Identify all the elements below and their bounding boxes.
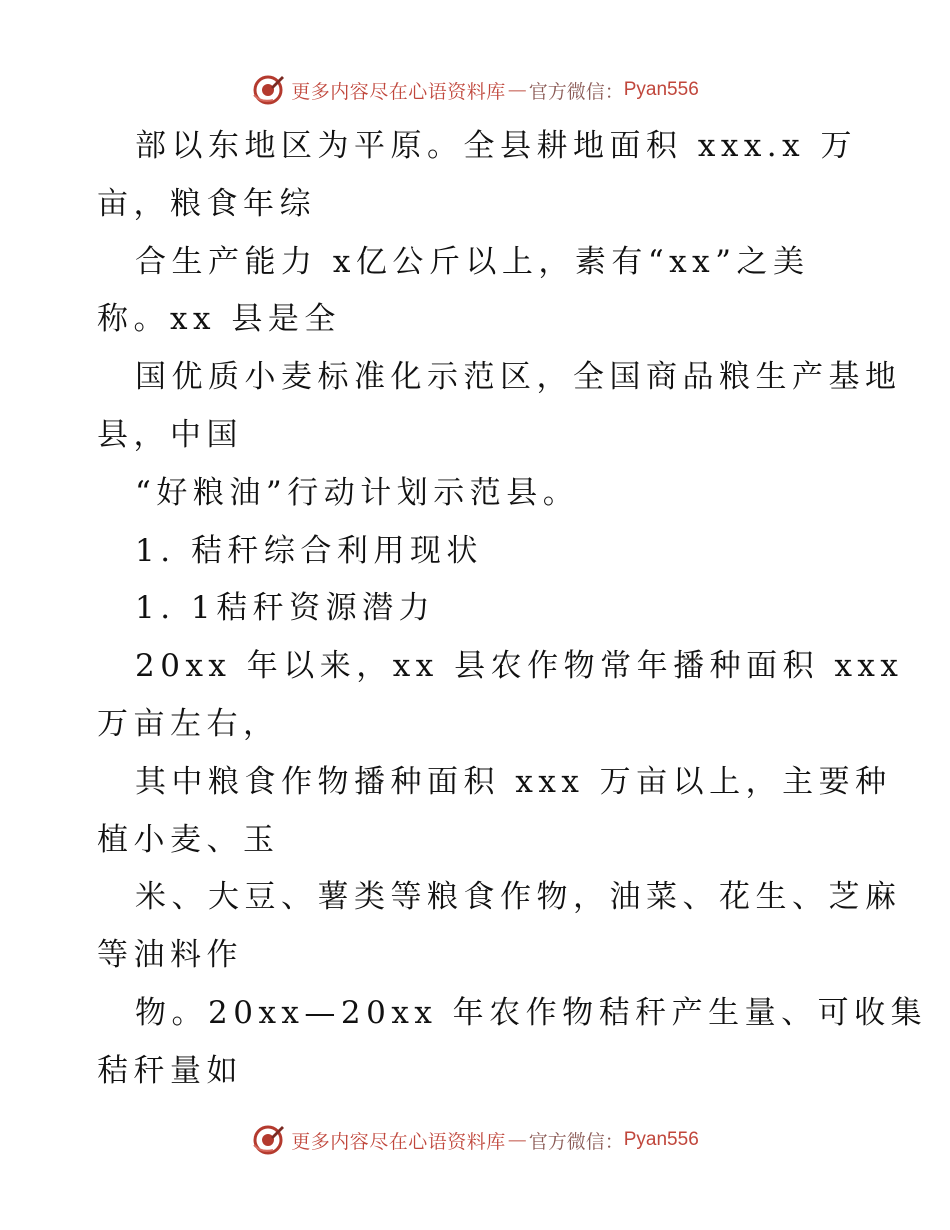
text-line: 米、大豆、薯类等粮食作物，油菜、花生、芝麻 — [135, 879, 902, 916]
text-line: 亩，粮食年综 — [97, 185, 316, 222]
text-line: 国优质小麦标准化示范区，全国商品粮生产基地 — [135, 359, 902, 396]
footer-watermark — [0, 1122, 950, 1158]
watermark-official-label: 官方微信： — [528, 1130, 624, 1153]
text-line: “好粮油”行动计划示范县。 — [135, 474, 580, 511]
watermark-dash: — — [507, 79, 527, 101]
text-line: 称。xx 县是全 — [97, 301, 341, 338]
document-body — [97, 118, 928, 1101]
text-line: 秸秆量如 — [97, 1052, 243, 1089]
header-watermark — [0, 72, 950, 108]
text-line: 部以东地区为平原。全县耕地面积 xxx.x 万 — [135, 128, 857, 164]
text-line: 植小麦、玉 — [97, 821, 280, 858]
text-line: 等油料作 — [97, 937, 243, 974]
watermark-official-label: 官方微信： — [528, 80, 624, 103]
watermark-text: 更多内容尽在心语资料库 — [291, 1130, 506, 1153]
text-line: 物。20xx—20xx 年农作物秸秆产生量、可收集 — [135, 994, 928, 1031]
text-line: 万亩左右， — [97, 705, 280, 742]
watermark-dash: — — [507, 1129, 527, 1151]
watermark-text: 更多内容尽在心语资料库 — [291, 80, 506, 103]
pen-circle-logo-icon — [251, 73, 285, 107]
watermark-wechat-id: Pyan556 — [623, 79, 699, 100]
watermark-wechat-id: Pyan556 — [623, 1129, 699, 1150]
text-line: 20xx 年以来，xx 县农作物常年播种面积 xxx — [135, 648, 904, 685]
text-line: 其中粮食作物播种面积 xxx 万亩以上，主要种 — [135, 763, 892, 800]
text-line: 合生产能力 x亿公斤以上，素有“xx”之美 — [135, 243, 810, 280]
section-heading: 1. 秸秆综合利用现状 — [135, 532, 483, 569]
subsection-heading: 1. 1秸秆资源潜力 — [135, 590, 436, 627]
text-line: 县，中国 — [97, 416, 243, 453]
pen-circle-logo-icon — [251, 1123, 285, 1157]
